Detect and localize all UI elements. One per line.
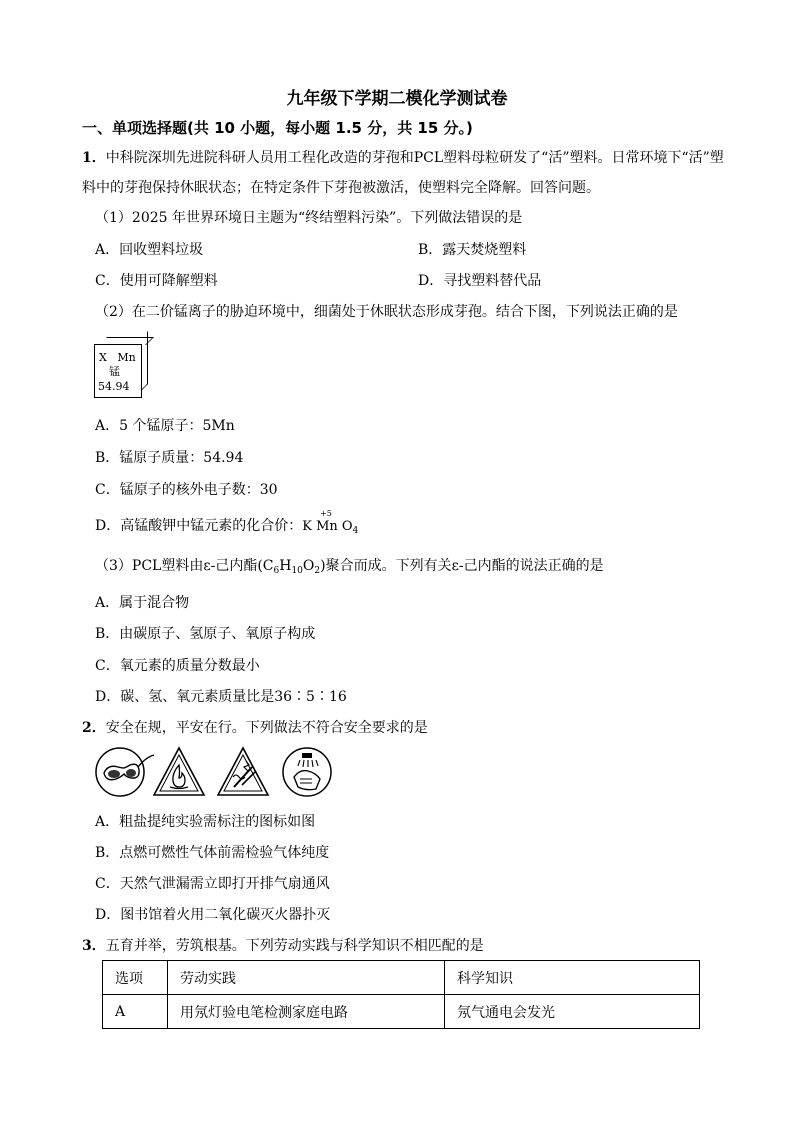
table-header-row bbox=[103, 961, 700, 995]
question-2-stem-line bbox=[82, 717, 428, 737]
q1-sub1-option-a: A．回收塑料垃圾 bbox=[95, 242, 204, 258]
q1-sub3-option-a: A．属于混合物 bbox=[95, 595, 190, 611]
q1-sub2-option-d bbox=[95, 509, 359, 536]
section-heading: 一、单项选择题(共 10 小题，每小题 1.5 分，共 15 分。) bbox=[82, 119, 473, 137]
q1-sub3-option-d: D．碳、氢、氧元素质量比是36∶5∶16 bbox=[95, 689, 347, 705]
q1-sub2-option-b: B．锰原子质量：54.94 bbox=[95, 450, 244, 466]
q1-sub2-option-a: A．5 个锰原子：5Mn bbox=[95, 418, 235, 434]
valence-label: +5 bbox=[320, 509, 332, 518]
element-card-side-edge bbox=[141, 331, 148, 391]
q1-sub1-option-b: B．露天焚烧塑料 bbox=[418, 242, 527, 258]
hand-wash-icon bbox=[283, 748, 331, 796]
page-title: 九年级下学期二模化学测试卷 bbox=[286, 89, 508, 109]
question-1-stem: 中科院深圳先进院科研人员用工程化改造的芽孢和PCL塑料母粒研发了“活”塑料。日常环境下“活”塑 bbox=[105, 150, 724, 166]
table-cell: 用氖灯验电笔检测家庭电路 bbox=[168, 995, 445, 1029]
q1-sub3-stem: （3）PCL塑料由ε-己内酯$(C_6H_{10}O_2)$聚合而成。下列有关ε-己内酯的说法正确的是 bbox=[95, 558, 604, 576]
q1-sub2-stem: （2）在二价锰离子的胁迫环境中，细菌处于休眠状态形成芽孢。结合下图，下列说法正确的是 bbox=[95, 304, 678, 320]
question-3-stem-line bbox=[82, 935, 484, 955]
question-2-number: 2． bbox=[82, 720, 106, 736]
question-1-number: 1． bbox=[82, 150, 106, 166]
permanganate-formula: K +5 Mn $O_4$ bbox=[302, 509, 359, 536]
q2-option-c: C．天然气泄漏需立即打开排气扇通风 bbox=[95, 876, 330, 892]
q2-option-d: D．图书馆着火用二氧化碳灭火器扑灭 bbox=[95, 907, 331, 923]
table-header-cell: 科学知识 bbox=[445, 961, 700, 995]
flammable-warning-icon bbox=[154, 748, 204, 795]
table-cell: 氖气通电会发光 bbox=[445, 995, 700, 1029]
goggles-icon bbox=[96, 748, 154, 796]
q2-option-b: B．点燃可燃性气体前需检验气体纯度 bbox=[95, 845, 330, 861]
q1-sub1-option-c: C．使用可降解塑料 bbox=[95, 273, 218, 289]
q1-sub3-option-b: B．由碳原子、氢原子、氧原子构成 bbox=[95, 626, 316, 642]
practice-knowledge-table bbox=[102, 960, 700, 1029]
element-mass: 54.94 bbox=[98, 380, 130, 393]
element-atomic-number: X Mn bbox=[99, 351, 136, 364]
question-2-stem: 安全在规，平安在行。下列做法不符合安全要求的是 bbox=[105, 720, 428, 736]
table-row bbox=[103, 995, 700, 1029]
element-name: 锰 bbox=[109, 365, 120, 378]
q1-sub2-option-d-text: D．高锰酸钾中锰元素的化合价： bbox=[95, 518, 303, 534]
question-1-line2: 料中的芽孢保持休眠状态；在特定条件下芽孢被激活，使塑料完全降解。回答问题。 bbox=[82, 180, 600, 196]
q1-sub3-option-c: C．氧元素的质量分数最小 bbox=[95, 658, 260, 674]
safety-icons bbox=[94, 745, 334, 803]
table-header-cell: 选项 bbox=[103, 961, 168, 995]
caprolactone-formula: $C_6H_{10}O_2$ bbox=[262, 558, 321, 576]
question-3-stem: 五育并举，劳筑根基。下列劳动实践与科学知识不相匹配的是 bbox=[105, 938, 484, 954]
q1-sub1-option-d: D．寻找塑料替代品 bbox=[418, 273, 542, 289]
question-3-number: 3． bbox=[82, 938, 106, 954]
table-cell: A bbox=[103, 995, 168, 1029]
q1-sub1-stem: （1）2025 年世界环境日主题为“终结塑料污染”。下列做法错误的是 bbox=[95, 210, 523, 226]
question-1-line1 bbox=[82, 147, 724, 167]
table-header-cell: 劳动实践 bbox=[168, 961, 445, 995]
element-symbol: Mn bbox=[117, 351, 136, 364]
q1-sub2-option-c: C．锰原子的核外电子数：30 bbox=[95, 482, 278, 498]
element-card-face bbox=[94, 344, 142, 398]
explosive-warning-icon bbox=[218, 748, 268, 795]
safety-icon-strip bbox=[94, 745, 334, 799]
q2-option-a: A．粗盐提纯实验需标注的图标如图 bbox=[95, 814, 316, 830]
